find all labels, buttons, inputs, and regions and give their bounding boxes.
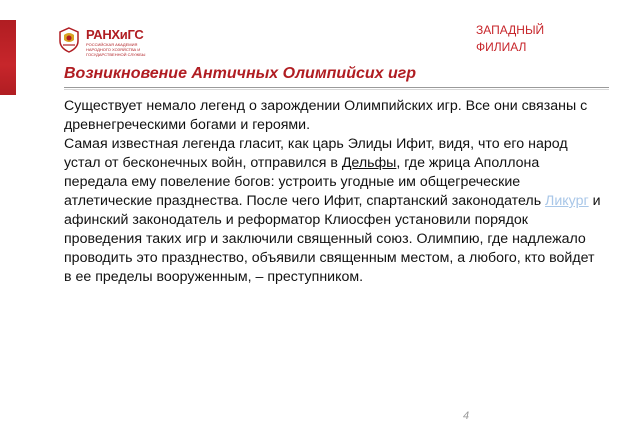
page-number: 4: [463, 410, 470, 422]
branch-label: [476, 22, 544, 56]
logo-name: РАНХиГС: [86, 27, 144, 42]
title-divider: [64, 87, 609, 88]
paragraph-2-text-b: , где жрица Аполлона передала ему повеление богов: устроить угодные им общегреческие атлетические празднества. После чего Ифит, спартанский законодатель: [64, 155, 546, 209]
ranepa-logo: [58, 26, 154, 57]
accent-bar: [0, 20, 16, 95]
paragraph-2-text-c: и афинский законодатель и реформатор Клиосфен установили порядок проведения таких игр и заключили священный союз. Олимпию, где надлежало проводить это празднество, объявили священным местом, а любого, кто войдет в ее пределы вооруженным, – преступником.: [64, 193, 601, 285]
branch-line-1: ЗАПАДНЫЙ: [476, 23, 545, 37]
delphi-link[interactable]: Дельфы: [341, 155, 397, 171]
paragraph-2: [64, 135, 604, 287]
branch-line-2: ФИЛИАЛ: [476, 40, 527, 54]
logo-subtitle: РОССИЙСКАЯ АКАДЕМИЯ НАРОДНОГО ХОЗЯЙСТВА И ГОСУДАРСТВЕННОЙ СЛУЖБЫ: [86, 42, 146, 57]
crest-icon: [58, 27, 80, 53]
lycurgus-link[interactable]: Ликург: [545, 193, 589, 209]
slide-body: [64, 97, 604, 287]
slide-title: Возникновение Античных Олимпийсих игр: [64, 65, 417, 82]
title-divider-shadow: [64, 89, 609, 90]
paragraph-1: Существует немало легенд о зарождении Олимпийских игр. Все они связаны с древнегреческими богами и героями.: [64, 98, 588, 133]
paragraph-2-text-a: Самая известная легенда гласит, как царь Элиды Ифит, видя, что его народ устал от бесконечных войн, отправился в: [64, 136, 568, 171]
